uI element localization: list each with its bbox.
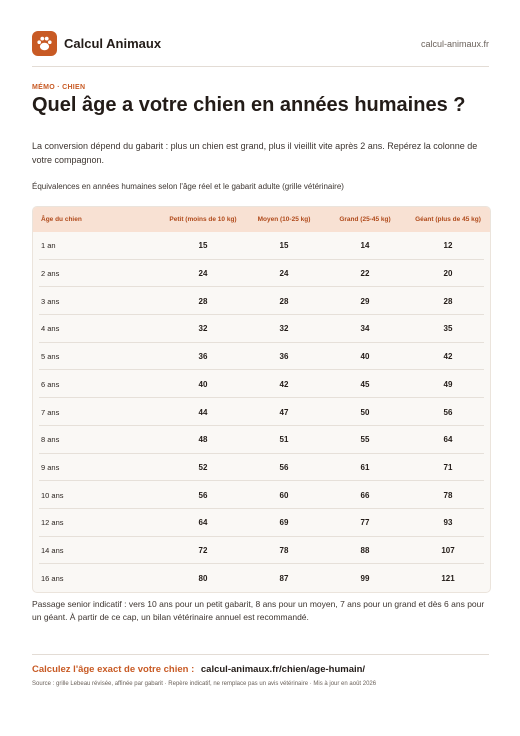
table-cell: 40 xyxy=(360,352,370,362)
age-conversion-table xyxy=(32,206,491,593)
row-age-label: 9 ans xyxy=(41,462,60,472)
table-cell: 48 xyxy=(198,435,208,445)
table-cell: 49 xyxy=(443,379,453,389)
table-row xyxy=(33,371,490,399)
table-cell: 15 xyxy=(279,241,289,251)
table-row xyxy=(33,343,490,371)
table-cell: 50 xyxy=(360,407,370,417)
page-title: Quel âge a votre chien en années humaines ? xyxy=(32,94,466,116)
table-cell: 61 xyxy=(360,462,370,472)
table-cell: 93 xyxy=(443,518,453,528)
site-header xyxy=(32,30,489,60)
table-cell: 14 xyxy=(360,241,370,251)
table-cell: 47 xyxy=(279,407,289,417)
table-cell: 28 xyxy=(443,296,453,306)
table-cell: 60 xyxy=(279,490,289,500)
table-cell: 72 xyxy=(198,546,208,556)
table-cell: 78 xyxy=(443,490,453,500)
header-divider xyxy=(32,66,489,67)
table-row xyxy=(33,260,490,288)
table-cell: 35 xyxy=(443,324,453,334)
table-header xyxy=(33,207,490,232)
table-cell: 12 xyxy=(443,241,453,251)
table-cell: 22 xyxy=(360,269,370,279)
header-age: Âge du chien xyxy=(41,215,82,223)
table-cell: 107 xyxy=(441,546,455,556)
row-age-label: 2 ans xyxy=(41,269,60,279)
brand-name[interactable]: Calcul Animaux xyxy=(64,36,162,51)
table-cell: 42 xyxy=(279,379,289,389)
table-cell: 88 xyxy=(360,546,370,556)
site-domain[interactable]: calcul-animaux.fr xyxy=(420,39,489,49)
table-cell: 24 xyxy=(198,269,208,279)
table-row xyxy=(33,509,490,537)
table-cell: 40 xyxy=(198,379,208,389)
intro-text: La conversion dépend du gabarit : plus un chien est grand, plus il vieillit vite après 2 ans. Repérez la colonne de votre compagnon. xyxy=(32,141,478,165)
row-age-label: 3 ans xyxy=(41,296,60,306)
table-cell: 45 xyxy=(360,379,370,389)
table-cell: 77 xyxy=(360,518,370,528)
row-age-label: 6 ans xyxy=(41,379,60,389)
table-cell: 80 xyxy=(198,573,208,583)
cta-line xyxy=(32,664,365,675)
row-age-label: 5 ans xyxy=(41,352,60,362)
table-row xyxy=(33,287,490,315)
table-row xyxy=(33,454,490,482)
source-note: Source : grille Lebeau révisée, affinée par gabarit · Repère indicatif, ne remplace pas un avis vétérinaire · Mis à jour en août 2026 xyxy=(32,681,377,687)
table-cell: 34 xyxy=(360,324,370,334)
table-cell: 42 xyxy=(443,352,453,362)
row-age-label: 14 ans xyxy=(41,546,64,556)
table-cell: 71 xyxy=(443,462,453,472)
table-row xyxy=(33,232,490,260)
table-cell: 99 xyxy=(360,573,370,583)
row-age-label: 4 ans xyxy=(41,324,60,334)
table-row xyxy=(33,398,490,426)
table-cell: 56 xyxy=(279,462,289,472)
table-row xyxy=(33,426,490,454)
table-cell: 15 xyxy=(198,241,208,251)
table-cell: 28 xyxy=(198,296,208,306)
table-row xyxy=(33,537,490,565)
table-cell: 56 xyxy=(443,407,453,417)
table-cell: 56 xyxy=(198,490,208,500)
table-caption: Équivalences en années humaines selon l'âge réel et le gabarit adulte (grille vétérinaire) xyxy=(32,182,344,191)
table-cell: 52 xyxy=(198,462,208,472)
table-cell: 78 xyxy=(279,546,289,556)
header-large: Grand (25-45 kg) xyxy=(339,215,391,223)
header-small: Petit (moins de 10 kg) xyxy=(169,215,237,223)
table-row xyxy=(33,481,490,509)
row-age-label: 7 ans xyxy=(41,407,60,417)
table-cell: 55 xyxy=(360,435,370,445)
row-age-label: 10 ans xyxy=(41,490,64,500)
table-row xyxy=(33,315,490,343)
table-cell: 69 xyxy=(279,518,289,528)
header-giant: Géant (plus de 45 kg) xyxy=(415,215,481,223)
row-age-label: 16 ans xyxy=(41,573,64,583)
table-row xyxy=(33,564,490,592)
row-age-label: 12 ans xyxy=(41,518,64,528)
table-cell: 44 xyxy=(198,407,208,417)
table-cell: 66 xyxy=(360,490,370,500)
table-cell: 51 xyxy=(279,435,289,445)
table-cell: 121 xyxy=(441,573,455,583)
table-cell: 64 xyxy=(198,518,208,528)
footer-divider xyxy=(32,654,489,655)
table-cell: 36 xyxy=(279,352,289,362)
table-cell: 28 xyxy=(279,296,289,306)
table-cell: 29 xyxy=(360,296,370,306)
row-age-label: 1 an xyxy=(41,241,56,251)
paw-icon xyxy=(32,31,57,56)
cta-link[interactable]: calcul-animaux.fr/chien/age-humain/ xyxy=(200,664,366,675)
row-age-label: 8 ans xyxy=(41,435,60,445)
table-cell: 32 xyxy=(198,324,208,334)
table-cell: 87 xyxy=(279,573,289,583)
table-cell: 64 xyxy=(443,435,453,445)
cta-label: Calculez l'âge exact de votre chien : xyxy=(32,664,195,675)
table-cell: 36 xyxy=(198,352,208,362)
table-cell: 20 xyxy=(443,269,453,279)
senior-note: Passage senior indicatif : vers 10 ans pour un petit gabarit, 8 ans pour un moyen, 7 ans pour un grand et dès 6 ans pour un géant. À partir de ce cap, un bilan vétérinaire annuel est recommandé. xyxy=(32,599,485,622)
header-medium: Moyen (10-25 kg) xyxy=(257,215,311,223)
table-cell: 32 xyxy=(279,324,289,334)
kicker-label: MÉMO · CHIEN xyxy=(32,84,86,91)
table-cell: 24 xyxy=(279,269,289,279)
